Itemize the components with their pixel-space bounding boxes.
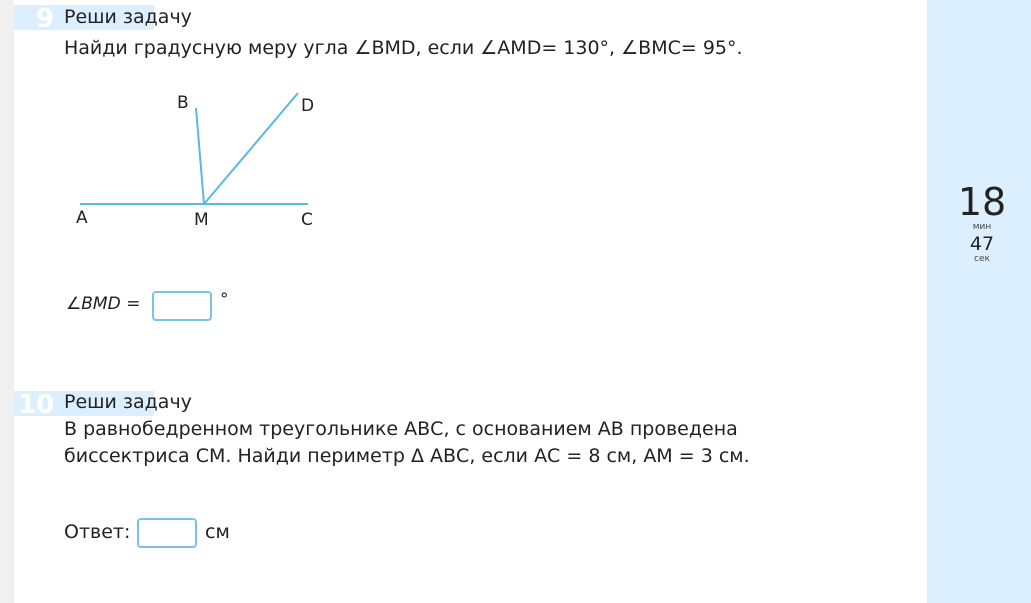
angle-diagram <box>60 84 330 234</box>
point-label-m: M <box>194 210 209 230</box>
question-9-text: Найди градусную меру угла ∠BMD, если ∠AMD= 130°, ∠BMC= 95°. <box>64 37 743 59</box>
point-label-c: C <box>301 210 313 230</box>
timer-seconds: 47 <box>969 233 995 255</box>
point-label-b: B <box>177 93 189 113</box>
left-gutter <box>0 0 14 603</box>
timer-minutes: 18 <box>957 180 1007 224</box>
ray-md <box>204 93 298 204</box>
question-10-answer-input[interactable] <box>137 518 197 548</box>
point-label-d: D <box>301 96 315 116</box>
ray-mb <box>196 108 204 204</box>
question-10-number: 10 <box>18 390 55 420</box>
timer-seconds-unit: сек <box>974 254 990 264</box>
question-9-title: Реши задачу <box>64 6 192 28</box>
question-9-answer-input[interactable] <box>152 291 212 321</box>
question-9-number: 9 <box>36 4 55 34</box>
timer-panel <box>927 0 1031 603</box>
point-label-a: A <box>76 208 88 228</box>
question-10-unit: см <box>205 521 230 543</box>
timer-minutes-unit: мин <box>972 222 992 232</box>
question-9-degree-unit: ° <box>220 290 229 310</box>
countdown-timer <box>927 182 1031 264</box>
question-10-text-line-1: В равнобедренном треугольнике АВС, с основанием АВ проведена <box>64 418 738 440</box>
question-9-answer-label: ∠BMD = <box>66 294 141 314</box>
question-10-text-line-2: биссектриса СМ. Найди периметр Δ АВС, если АС = 8 см, АМ = 3 см. <box>64 445 750 467</box>
question-10-answer-label: Ответ: <box>64 521 131 543</box>
question-10-title: Реши задачу <box>64 391 192 413</box>
